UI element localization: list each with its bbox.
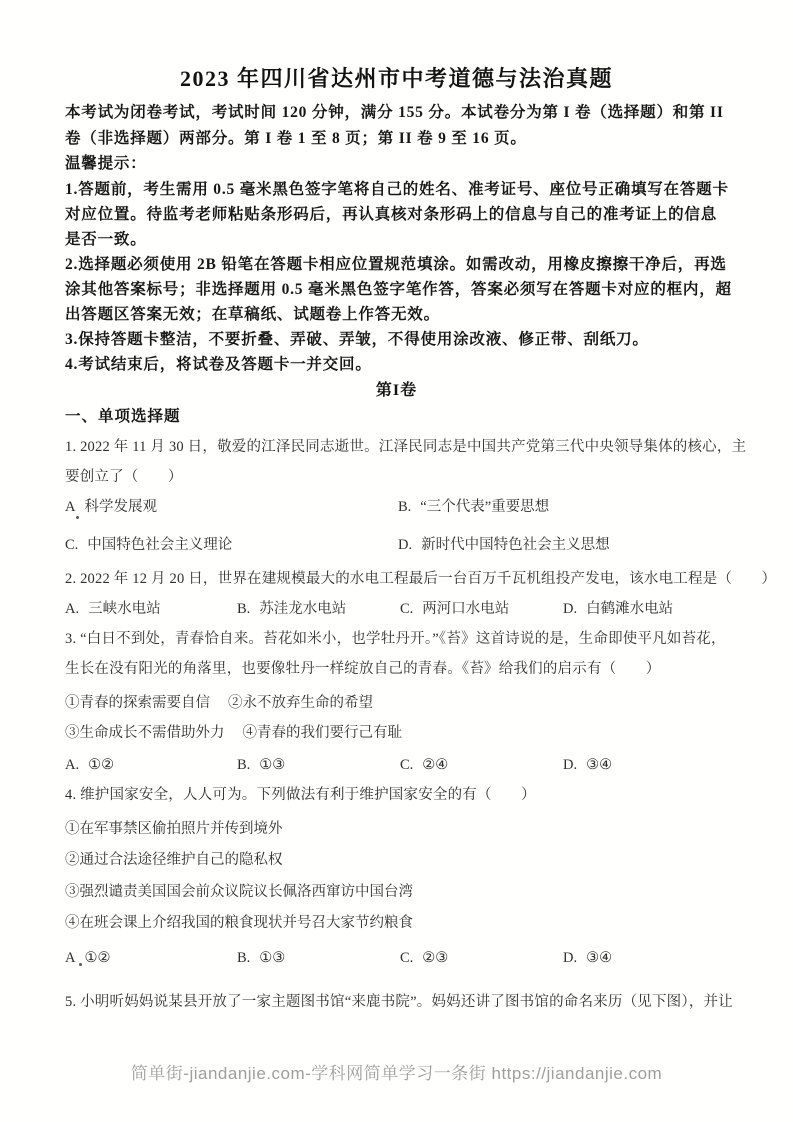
stray-dot	[76, 516, 79, 519]
notice-line: 3.保持答题卡整洁，不要折叠、弄破、弄皱，不得使用涂改液、修正带、刮纸刀。	[65, 330, 649, 348]
notice-line: 涂其他答案标号；非选择题用 0.5 毫米黑色签字笔作答，答案必须写在答题卡对应的框内，超	[65, 280, 732, 298]
option-text: 三峡水电站	[88, 600, 161, 617]
question-item: ③强烈谴责美国国会前众议院议长佩洛西窜访中国台湾	[65, 883, 413, 900]
option-text: 两河口水电站	[422, 600, 510, 617]
option-text: 新时代中国特色社会主义思想	[421, 536, 610, 553]
option-b	[237, 594, 346, 624]
intro-line: 本考试为闭卷考试，考试时间 120 分钟，满分 155 分。本试卷分为第 I 卷（选择题）和第 II	[65, 104, 724, 121]
question-stem-line: 5. 小明听妈妈说某县开放了一家主题图书馆“来鹿书院”。妈妈还讲了图书馆的命名来历（见下图），并让	[65, 993, 733, 1010]
option-text: ①③	[259, 756, 286, 773]
option-d	[398, 530, 610, 560]
option-row	[65, 530, 728, 560]
question-stem-line: 2. 2022 年 12 月 20 日，世界在建规模最大的水电工程最后一台百万千瓦机组投产发电，该水电工程是（ ）	[65, 570, 777, 587]
option-text: ①③	[259, 949, 286, 966]
page-title: 2023 年四川省达州市中考道德与法治真题	[179, 66, 613, 91]
question-item: ①青春的探索需要自信	[65, 694, 210, 711]
option-label: A	[65, 498, 76, 515]
option-c	[65, 530, 232, 560]
option-d	[563, 594, 673, 624]
option-label: B.	[237, 756, 251, 773]
exam-intro	[65, 100, 728, 151]
option-d	[563, 943, 612, 973]
option-row	[65, 594, 728, 624]
option-text: ③④	[586, 756, 613, 773]
option-label: D.	[563, 756, 578, 773]
option-b	[237, 750, 285, 780]
option-label: C.	[400, 600, 414, 617]
question-1	[65, 432, 747, 560]
option-text: “三个代表”重要思想	[420, 498, 550, 515]
option-label: D.	[563, 600, 578, 617]
question-stem-line: 1. 2022 年 11 月 30 日，敬爱的江泽民同志逝世。江泽民同志是中国共产党第三代中央领导集体的核心，主	[65, 438, 747, 455]
notice-line: 4.考试结束后，将试卷及答题卡一并交回。	[65, 355, 372, 373]
option-text: ②③	[422, 949, 449, 966]
question-stem-line: 生长在没有阳光的角落里，也要像牡丹一样绽放自己的青春。《苔》给我们的启示有（ ）	[65, 660, 661, 677]
option-text: ③④	[586, 949, 613, 966]
option-text: ②④	[422, 756, 449, 773]
notice-line: 2.选择题必须使用 2B 铅笔在答题卡相应位置规范填涂。如需改动，用橡皮擦擦干净后，再选	[65, 255, 727, 273]
question-5	[65, 987, 733, 1017]
option-c	[400, 594, 509, 624]
option-text: 中国特色社会主义理论	[87, 536, 233, 553]
option-d	[563, 750, 612, 780]
option-label: C.	[400, 756, 414, 773]
notice-line: 出答题区答案无效；在草稿纸、试题卷上作答无效。	[65, 305, 440, 323]
intro-line: 卷（非选择题）两部分。第 I 卷 1 至 8 页；第 II 卷 9 至 16 页。	[65, 129, 527, 147]
question-stem-line: 3. “白日不到处，青春恰自来。苔花如米小，也学牡丹开。”《苔》这首诗说的是，生命即使平凡如苔花，	[65, 630, 726, 647]
notice-title: 温馨提示：	[65, 155, 147, 172]
option-text: ①②	[84, 949, 111, 966]
question-3	[65, 624, 728, 780]
page-content	[65, 0, 777, 1017]
option-row	[65, 943, 728, 973]
question-item-row	[65, 688, 728, 718]
notice-line: 是否一致。	[65, 230, 147, 248]
option-b	[398, 492, 549, 522]
stray-dot	[79, 963, 82, 966]
option-label: B.	[237, 600, 251, 617]
section-heading: 第I卷	[375, 381, 418, 399]
option-a	[65, 750, 114, 780]
option-row	[65, 492, 728, 522]
option-label: A	[65, 949, 76, 966]
question-stem-line: 4. 维护国家安全，人人可为。下列做法有利于维护国家安全的有（ ）	[65, 786, 536, 803]
option-b	[237, 943, 285, 973]
notice-line: 1.答题前，考生需用 0.5 毫米黑色签字笔将自己的姓名、准考证号、座位号正确填写在答题卡	[65, 180, 729, 198]
option-label: C.	[65, 536, 79, 553]
question-stem-line: 要创立了（ ）	[65, 468, 183, 485]
option-label: D.	[563, 949, 578, 966]
question-items	[65, 688, 728, 748]
option-a	[65, 594, 161, 624]
option-a	[65, 943, 110, 973]
question-item: ④青春的我们要行己有耻	[242, 724, 402, 741]
notice-line: 对应位置。待监考老师粘贴条形码后，再认真核对条形码上的信息与自己的准考证上的信息	[65, 205, 718, 223]
question-4	[65, 780, 728, 973]
question-item: ②永不放弃生命的希望	[228, 694, 373, 711]
footer-watermark: 简单街-jiandanjie.com-学科网简单学习一条街 https://jiandanjie.com	[130, 1064, 663, 1083]
question-item: ④在班会课上介绍我国的粮食现状并号召大家节约粮食	[65, 915, 413, 931]
option-text: 白鹤滩水电站	[586, 600, 674, 617]
option-text: 苏洼龙水电站	[259, 600, 347, 617]
option-label: A.	[65, 756, 80, 773]
question-2	[65, 564, 777, 624]
question-items	[65, 814, 728, 940]
option-label: B.	[237, 949, 251, 966]
question-item: ①在军事禁区偷拍照片并传到境外	[65, 820, 283, 837]
option-text: 科学发展观	[84, 498, 157, 515]
subsection-heading: 一、单项选择题	[65, 407, 181, 425]
question-item: ②通过合法途径维护自己的隐私权	[65, 852, 283, 868]
question-item-row	[65, 718, 728, 748]
option-label: D.	[398, 536, 413, 553]
option-label: B.	[398, 498, 412, 515]
question-item: ③生命成长不需借助外力	[65, 724, 225, 741]
option-c	[400, 750, 448, 780]
option-c	[400, 943, 448, 973]
option-text: ①②	[88, 756, 115, 773]
notice-list	[65, 177, 732, 377]
option-row	[65, 750, 728, 780]
option-label: A.	[65, 600, 80, 617]
option-label: C.	[400, 949, 414, 966]
